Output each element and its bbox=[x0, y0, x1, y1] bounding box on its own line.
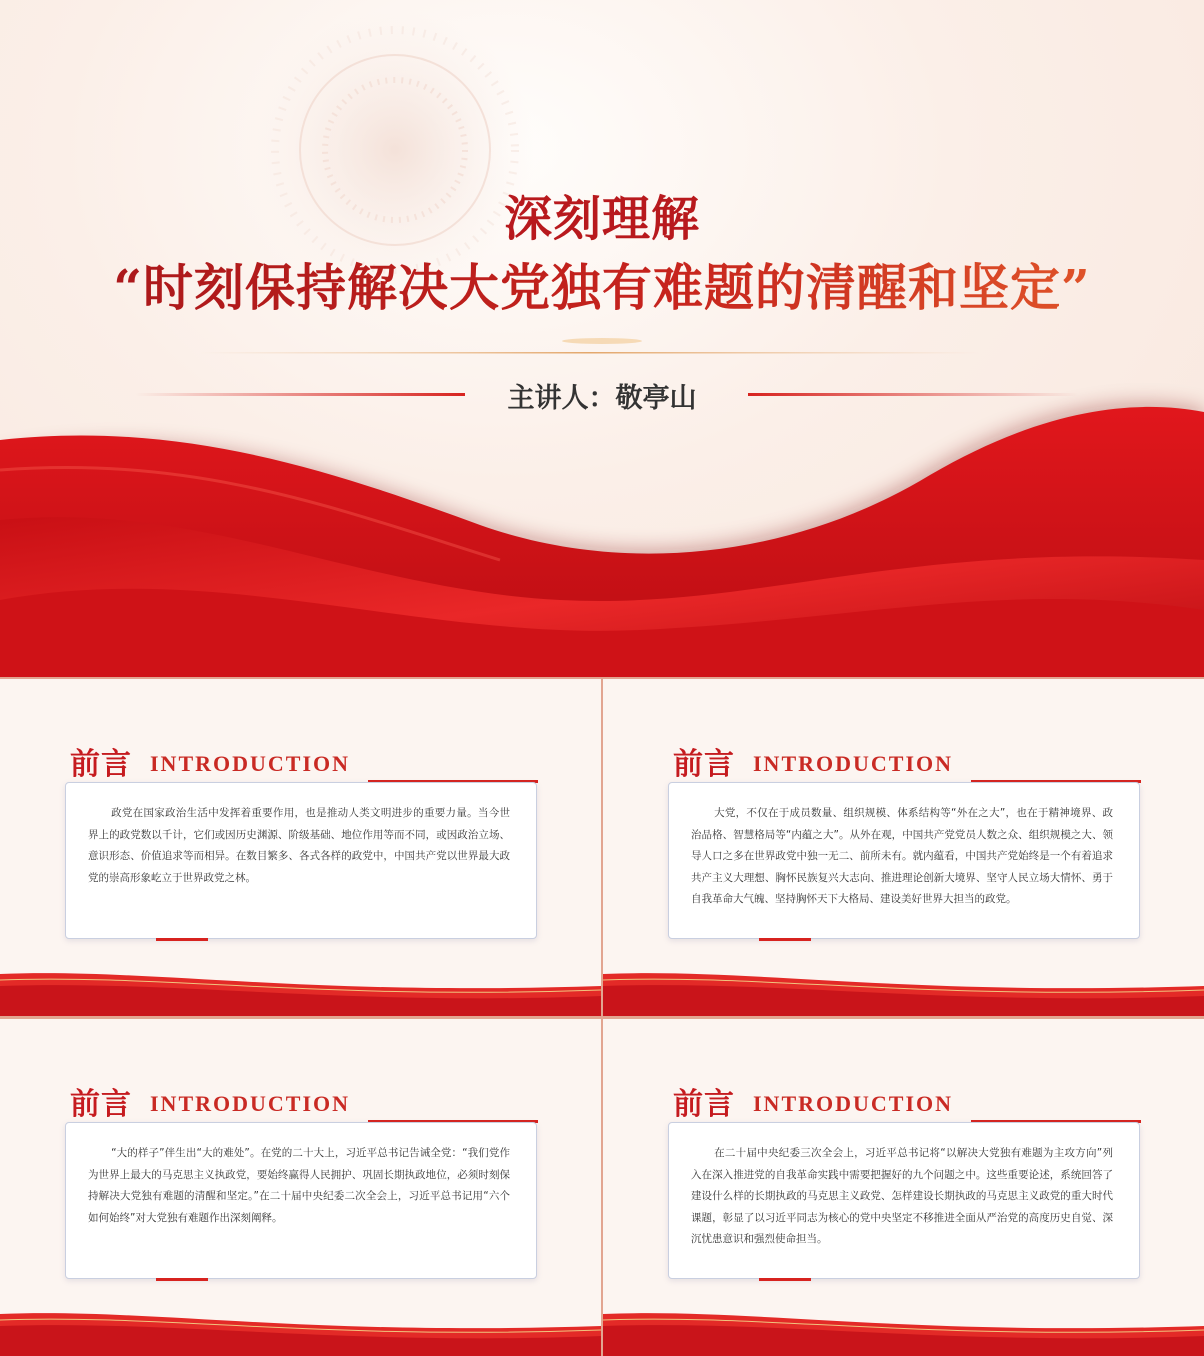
slide-heading bbox=[673, 739, 953, 783]
card-body: “大的样子”伴生出“大的难处”。在党的二十大上，习近平总书记告诫全党：“我们党作为世界上最大的马克思主义执政党，要始终赢得人民拥护、巩固长期执政地位，必须时刻保持解决大党独有难题的清醒和坚定。”在二十届中央纪委二次全会上，习近平总书记用“六个如何始终”对大党独有难题作出深刻阐释。 bbox=[88, 1147, 510, 1224]
cover-background-art bbox=[0, 0, 1204, 677]
accent-line-bottom bbox=[156, 938, 208, 941]
slide-heading bbox=[673, 1079, 953, 1123]
heading-en: INTRODUCTION bbox=[150, 1091, 351, 1116]
accent-line-bottom bbox=[759, 938, 811, 941]
intro-slide-4 bbox=[603, 1019, 1204, 1356]
text-card bbox=[668, 782, 1140, 939]
text-card bbox=[65, 782, 537, 939]
intro-slide-2 bbox=[603, 679, 1204, 1016]
heading-en: INTRODUCTION bbox=[150, 751, 351, 776]
card-body: 政党在国家政治生活中发挥着重要作用，也是推动人类文明进步的重要力量。当今世界上的政党数以千计，它们或因历史渊源、阶级基础、地位作用等而不同，或因政治立场、意识形态、价值追求等而相异。在数目繁多、各式各样的政党中，中国共产党以世界最大政党的崇高形象屹立于世界政党之林。 bbox=[88, 807, 510, 884]
intro-slide-1 bbox=[0, 679, 601, 1016]
gold-divider bbox=[200, 352, 980, 354]
text-card bbox=[65, 1122, 537, 1279]
heading-zh: 前言 bbox=[673, 747, 735, 782]
slide-heading bbox=[70, 1079, 350, 1123]
red-wave-footer bbox=[0, 1306, 601, 1356]
red-silk-wave bbox=[0, 404, 1204, 677]
text-card bbox=[668, 1122, 1140, 1279]
accent-line-bottom bbox=[759, 1278, 811, 1281]
card-body: 大党，不仅在于成员数量、组织规模、体系结构等“外在之大”，也在于精神境界、政治品格、智慧格局等“内蕴之大”。从外在观，中国共产党党员人数之众、组织规模之大、领导人口之多在世界政党中独一无二、前所未有。就内蕴看，中国共产党始终是一个有着追求共产主义大理想、胸怀民族复兴大志向、推进理论创新大境界、坚守人民立场大情怀、勇于自我革命大气魄、坚持胸怀天下大格局、建设美好世界大担当的政党。 bbox=[691, 807, 1113, 905]
heading-en: INTRODUCTION bbox=[753, 751, 954, 776]
cover-slide bbox=[0, 0, 1204, 677]
heading-zh: 前言 bbox=[70, 1087, 132, 1122]
red-wave-footer bbox=[603, 966, 1204, 1016]
card-body: 在二十届中央纪委三次全会上，习近平总书记将“以解决大党独有难题为主攻方向”列入在深入推进党的自我革命实践中需要把握好的九个问题之中。这些重要论述，系统回答了建设什么样的长期执政的马克思主义政党、怎样建设长期执政的马克思主义政党的重大时代课题，彰显了以习近平同志为核心的党中央坚定不移推进全面从严治党的高度历史自觉、深沉忧患意识和强烈使命担当。 bbox=[691, 1147, 1113, 1245]
heading-en: INTRODUCTION bbox=[753, 1091, 954, 1116]
cover-title-line2: “时刻保持解决大党独有难题的清醒和坚定” bbox=[0, 248, 1204, 320]
accent-line-bottom bbox=[156, 1278, 208, 1281]
cover-title-line1: 深刻理解 bbox=[503, 191, 700, 247]
heading-zh: 前言 bbox=[673, 1087, 735, 1122]
red-wave-footer bbox=[603, 1306, 1204, 1356]
speaker-label: 主讲人：敬亭山 bbox=[507, 383, 697, 414]
heading-zh: 前言 bbox=[70, 747, 132, 782]
red-wave-footer bbox=[0, 966, 601, 1016]
intro-slide-3 bbox=[0, 1019, 601, 1356]
slide-heading bbox=[70, 739, 350, 783]
